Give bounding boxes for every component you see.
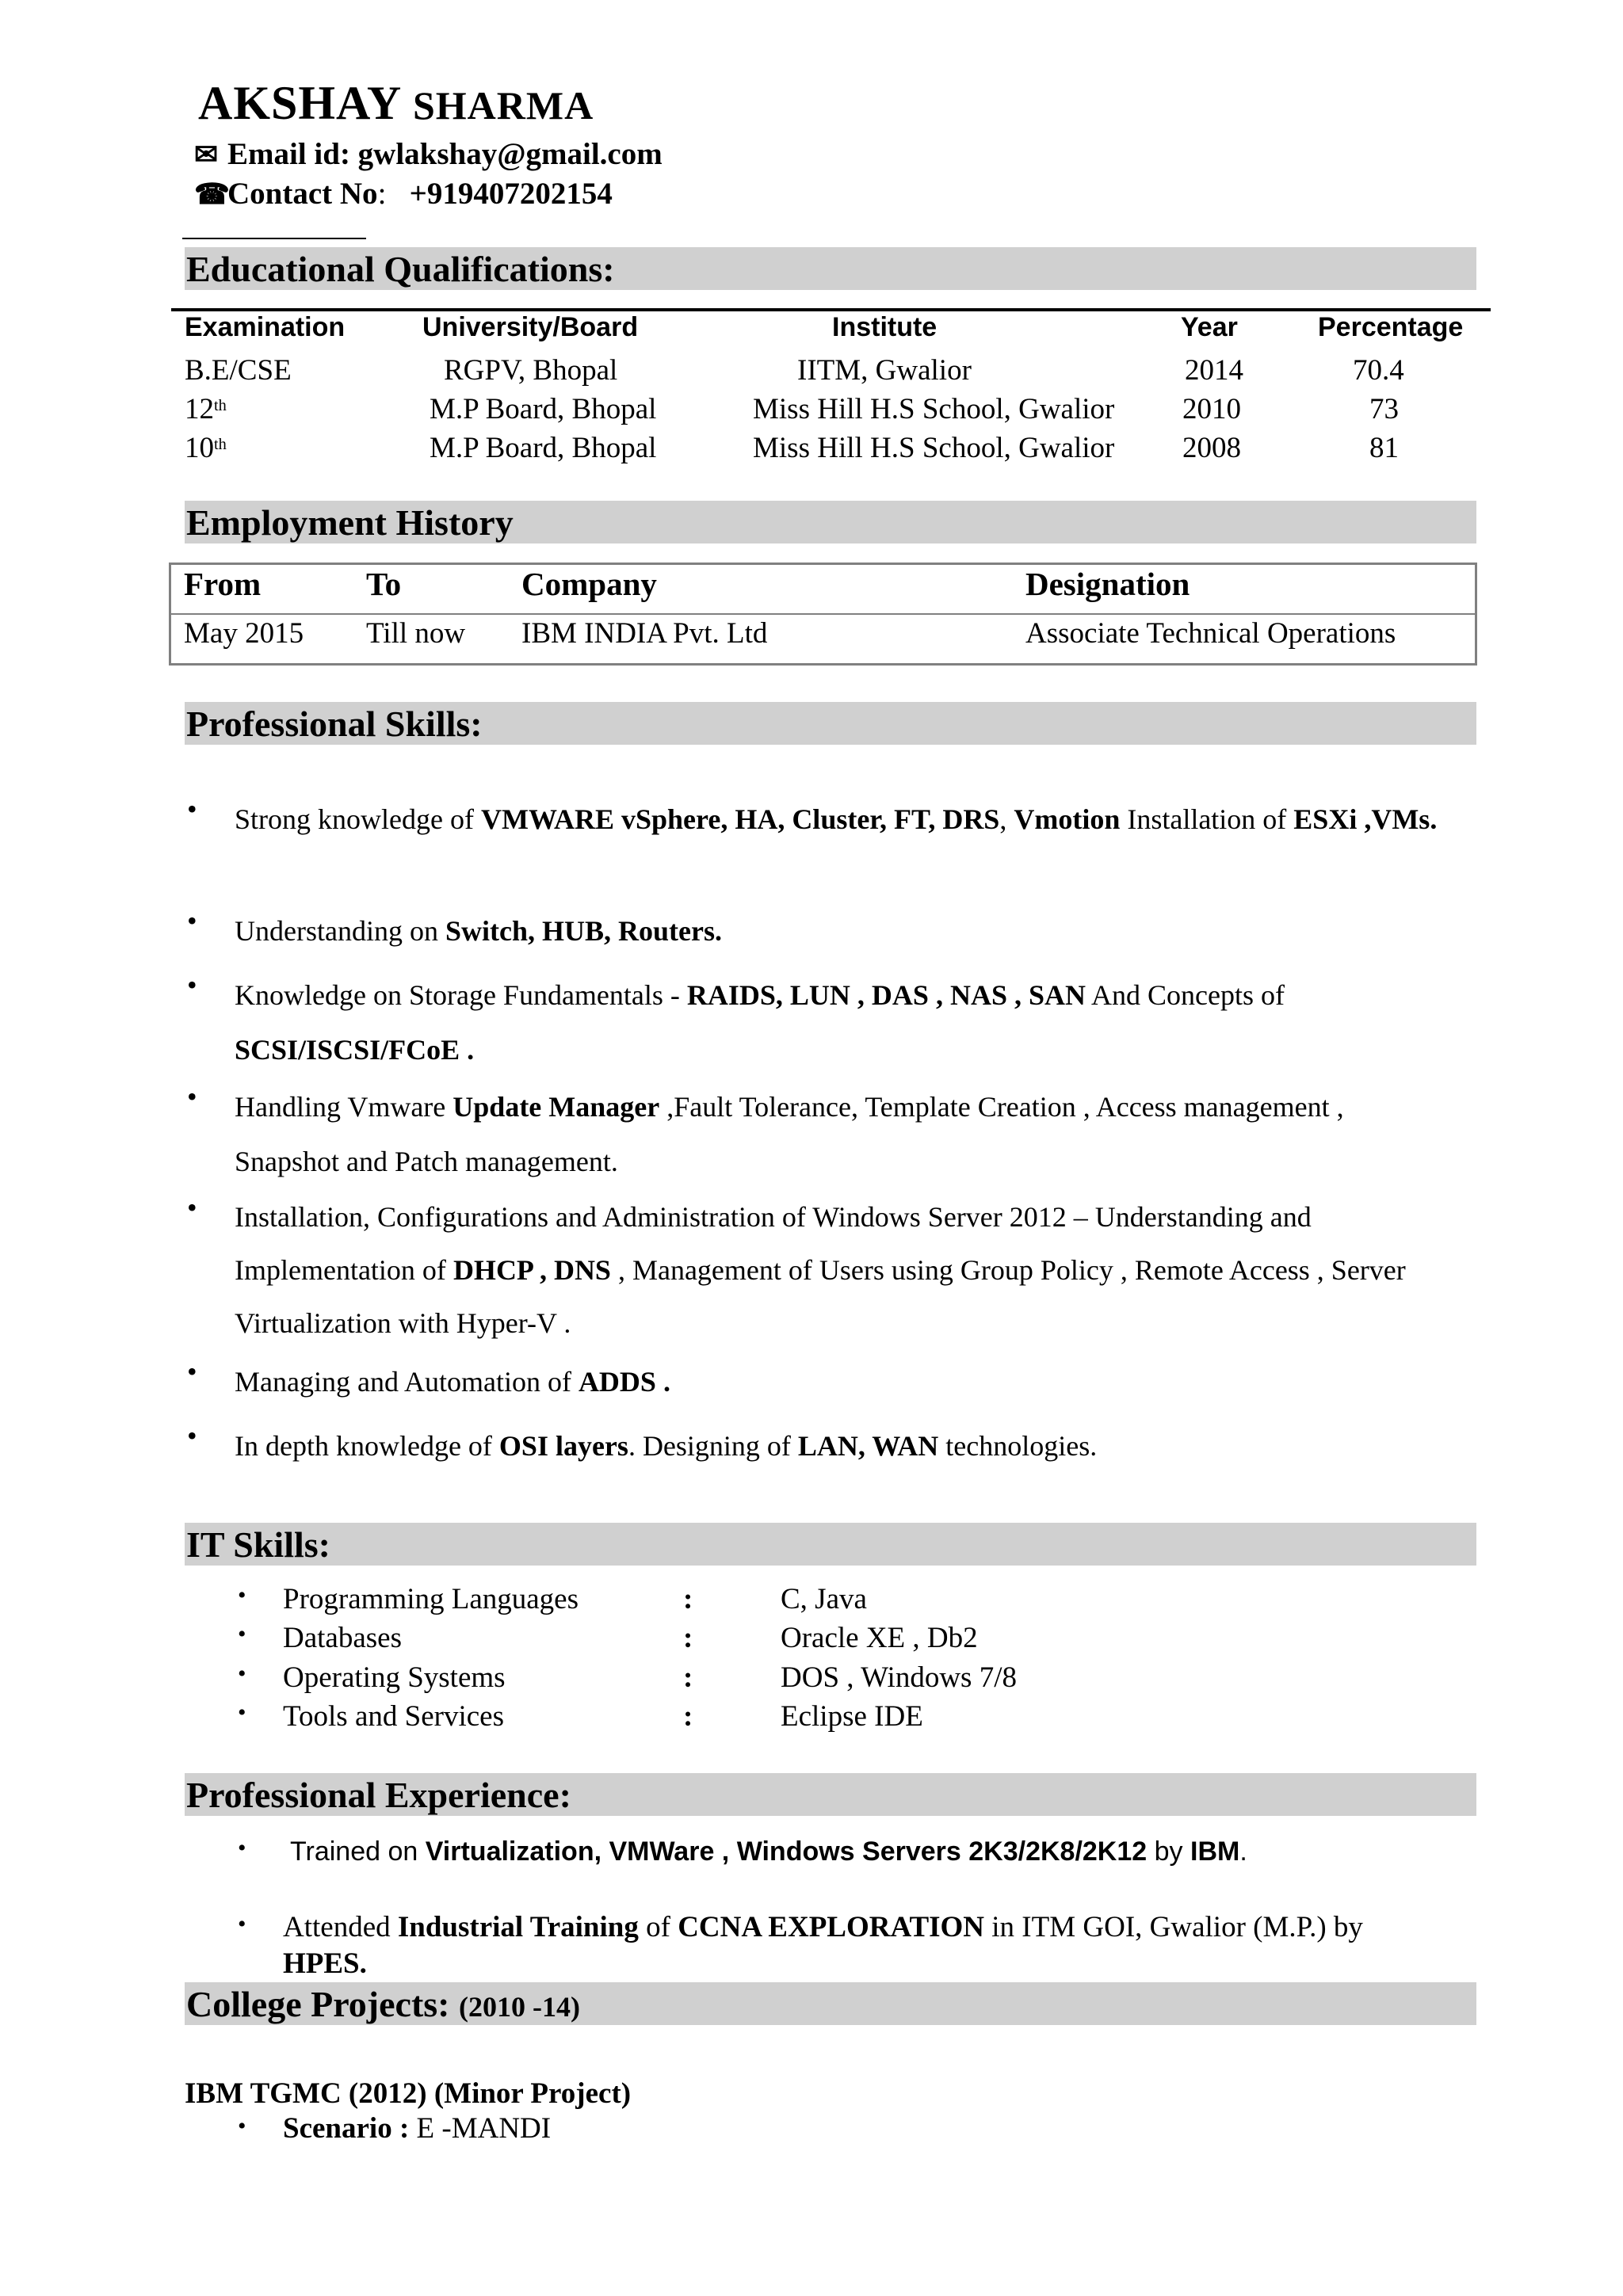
edu-percentage: 81 <box>1369 432 1399 464</box>
it-skill-value: Eclipse IDE <box>781 1700 923 1733</box>
bullet: • <box>238 2113 246 2139</box>
edu-percentage: 70.4 <box>1353 354 1404 387</box>
bullet: • <box>238 1699 246 1726</box>
bullet: • <box>238 1835 246 1861</box>
it-skill-value: DOS , Windows 7/8 <box>781 1661 1017 1694</box>
section-education-heading: Educational Qualifications: <box>185 247 1476 290</box>
edu-header-year: Year <box>1181 312 1238 342</box>
bullet: • <box>187 1356 197 1387</box>
edu-header-institute: Institute <box>832 312 938 342</box>
edu-exam: 12th <box>185 393 227 425</box>
edu-exam: 10th <box>185 432 227 464</box>
section-employment-heading: Employment History <box>185 501 1476 543</box>
edu-institute: IITM, Gwalior <box>797 354 972 387</box>
it-skill-label: Operating Systems <box>283 1661 506 1694</box>
edu-year: 2010 <box>1182 393 1241 425</box>
edu-institute: Miss Hill H.S School, Gwalior <box>753 393 1115 425</box>
bullet: • <box>238 1911 246 1937</box>
emp-header-from: From <box>184 566 262 602</box>
contact-line: ☎Contact No: +919407202154 <box>194 177 613 211</box>
bullet: • <box>187 905 197 936</box>
it-skill-value: C, Java <box>781 1583 867 1615</box>
edu-exam: B.E/CSE <box>185 354 292 387</box>
section-prof-skills-heading: Professional Skills: <box>185 702 1476 745</box>
experience-item: Attended Industrial Training of CCNA EXPLORATION in ITM GOI, Gwalior (M.P.) by HPES. <box>283 1911 1363 1980</box>
edu-board: RGPV, Bhopal <box>444 354 618 387</box>
bullet: • <box>238 1661 246 1687</box>
section-prof-experience-heading: Professional Experience: <box>185 1773 1476 1816</box>
edu-year: 2014 <box>1185 354 1243 387</box>
section-it-skills-heading: IT Skills: <box>185 1523 1476 1566</box>
bullet: • <box>187 1420 197 1451</box>
prof-skill-item: Understanding on Switch, HUB, Routers. <box>235 915 722 947</box>
bullet: • <box>187 1192 197 1223</box>
bullet: • <box>187 969 197 1001</box>
emp-designation: Associate Technical Operations <box>1025 617 1396 650</box>
it-skill-value: Oracle XE , Db2 <box>781 1622 978 1654</box>
emp-header-to: To <box>366 566 402 602</box>
edu-board: M.P Board, Bhopal <box>430 432 657 464</box>
bullet: • <box>187 1081 197 1112</box>
edu-header-percentage: Percentage <box>1318 312 1464 342</box>
prof-skill-item: Installation, Configurations and Administration of Windows Server 2012 – Understanding and Implementation of DHCP , DNS , Management of Users using Group Policy , Remote Access , Server Virtualization with Hyper-V . <box>235 1201 1406 1339</box>
edu-year: 2008 <box>1182 432 1241 464</box>
phone-icon: ☎ <box>194 178 230 210</box>
experience-item: Trained on Virtualization, VMWare , Windows Servers 2K3/2K8/2K12 by IBM. <box>290 1836 1247 1867</box>
edu-header-board: University/Board <box>422 312 639 342</box>
prof-skill-item: In depth knowledge of OSI layers. Designing of LAN, WAN technologies. <box>235 1430 1098 1462</box>
it-skill-label: Tools and Services <box>283 1700 504 1733</box>
prof-skill-item: Strong knowledge of VMWARE vSphere, HA, Cluster, FT, DRS, Vmotion Installation of ESXi ,VMs. <box>235 803 1438 835</box>
it-skill-sep: : <box>683 1622 693 1654</box>
emp-company: IBM INDIA Pvt. Ltd <box>521 617 768 650</box>
edu-percentage: 73 <box>1369 393 1399 425</box>
bullet: • <box>187 793 197 825</box>
header-divider <box>182 238 366 239</box>
envelope-icon: ✉ <box>194 139 219 170</box>
candidate-name: AKSHAY SHARMA <box>198 77 594 129</box>
emp-to: Till now <box>366 617 466 650</box>
it-skill-label: Databases <box>283 1622 402 1654</box>
email-line: ✉ Email id: gwlakshay@gmail.com <box>194 137 663 171</box>
emp-from: May 2015 <box>184 617 304 650</box>
emp-header-designation: Designation <box>1025 566 1190 602</box>
it-skill-sep: : <box>683 1700 693 1733</box>
project-scenario: Scenario : E -MANDI <box>283 2112 552 2145</box>
prof-skill-item: Knowledge on Storage Fundamentals - RAIDS, LUN , DAS , NAS , SAN And Concepts of SCSI/ISCSI/FCoE . <box>235 979 1285 1066</box>
edu-header-examination: Examination <box>185 312 346 342</box>
education-table-rule <box>171 308 1491 311</box>
employment-table-divider <box>169 613 1477 615</box>
project-title: IBM TGMC (2012) (Minor Project) <box>185 2077 632 2110</box>
it-skill-sep: : <box>683 1583 693 1615</box>
section-college-projects-heading: College Projects: (2010 -14) <box>185 1982 1476 2025</box>
edu-institute: Miss Hill H.S School, Gwalior <box>753 432 1115 464</box>
emp-header-company: Company <box>521 566 657 602</box>
it-skill-sep: : <box>683 1661 693 1694</box>
bullet: • <box>238 1621 246 1647</box>
prof-skill-item: Handling Vmware Update Manager ,Fault Tolerance, Template Creation , Access management , Snapshot and Patch management. <box>235 1091 1344 1177</box>
bullet: • <box>238 1582 246 1608</box>
edu-board: M.P Board, Bhopal <box>430 393 657 425</box>
prof-skill-item: Managing and Automation of ADDS . <box>235 1366 670 1398</box>
it-skill-label: Programming Languages <box>283 1583 579 1615</box>
